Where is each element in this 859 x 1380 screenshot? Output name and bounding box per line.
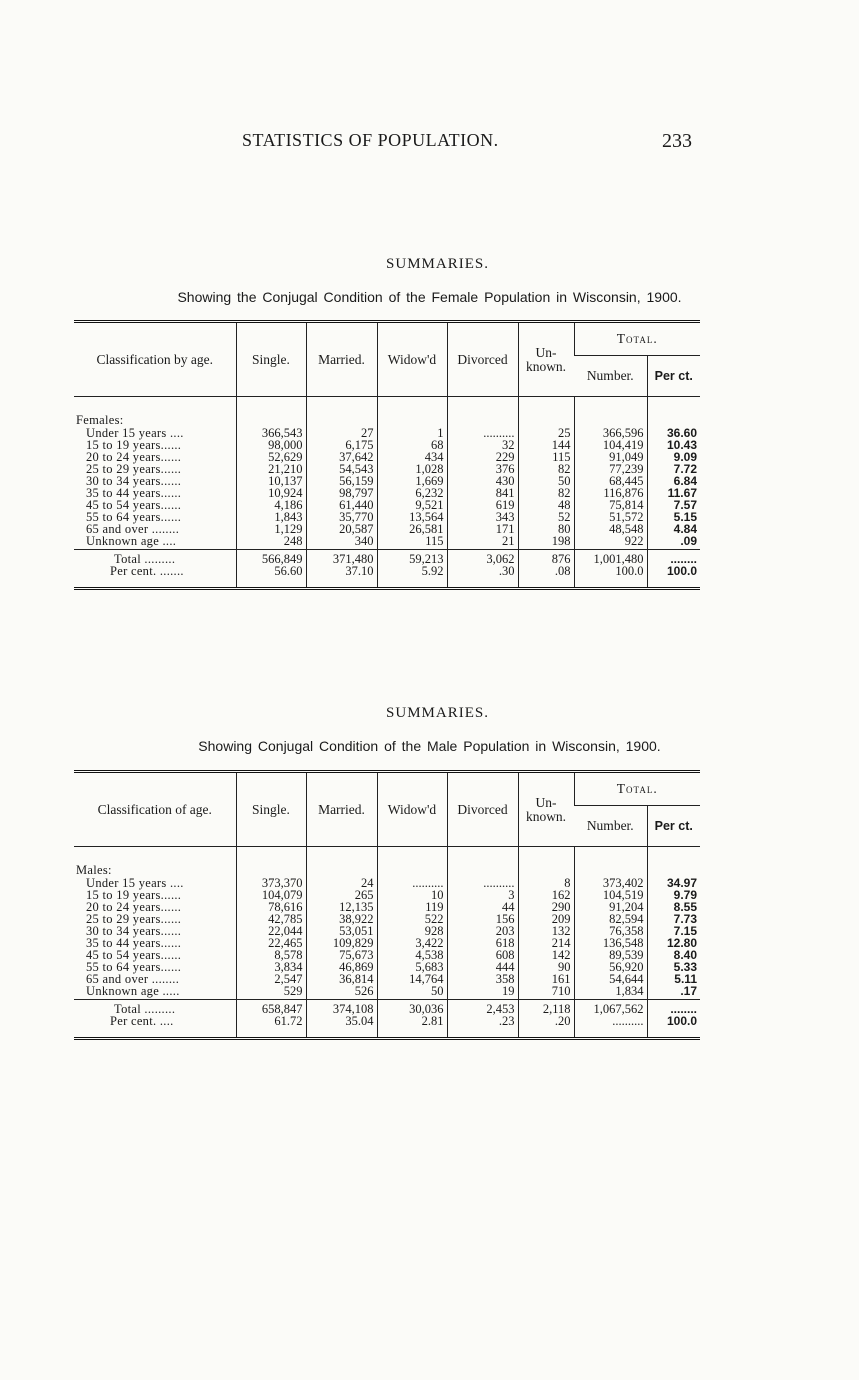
header-married: Married. [306, 772, 377, 847]
cell-married: 61,440 [306, 499, 377, 511]
cell-percent [647, 577, 700, 589]
cell-single: 42,785 [236, 913, 306, 925]
cell-single: 1,843 [236, 511, 306, 523]
end-spacer-row [74, 577, 700, 589]
cell-divorced: .......... [447, 877, 518, 889]
cell-widowed: 5.92 [377, 565, 447, 577]
cell-single [236, 577, 306, 589]
cell-unknown: 80 [518, 523, 574, 535]
table-row [74, 985, 700, 1000]
cell-divorced: 619 [447, 499, 518, 511]
header-divorced: Divorced [447, 772, 518, 847]
cell-single [236, 863, 306, 877]
row-label [74, 1027, 236, 1039]
cell-unknown: 115 [518, 451, 574, 463]
cell-divorced: 44 [447, 901, 518, 913]
cell-widowed: 59,213 [377, 550, 447, 566]
row-label: Per cent. .... [110, 1014, 174, 1028]
cell-single: 4,186 [236, 499, 306, 511]
cell-number: 373,402 [574, 877, 647, 889]
cell-single: 21,210 [236, 463, 306, 475]
cell-single: 529 [236, 985, 306, 1000]
cell-married: 35,770 [306, 511, 377, 523]
cell-married: 340 [306, 535, 377, 550]
cell-widowed: 6,232 [377, 487, 447, 499]
cell-number: 366,596 [574, 427, 647, 439]
cell-widowed: 1,028 [377, 463, 447, 475]
cell-married: 371,480 [306, 550, 377, 566]
row-label: 30 to 34 years...... [86, 474, 182, 488]
header-married: Married. [306, 322, 377, 397]
cell-divorced: 608 [447, 949, 518, 961]
cell-divorced: .23 [447, 1015, 518, 1027]
cell-unknown: 90 [518, 961, 574, 973]
cell-percent: 5.11 [647, 973, 700, 985]
cell-percent: .09 [647, 535, 700, 550]
header-divorced: Divorced [447, 322, 518, 397]
cell-percent: 8.55 [647, 901, 700, 913]
cell-married: 35.04 [306, 1015, 377, 1027]
row-label [74, 577, 236, 589]
cell-divorced [447, 577, 518, 589]
cell-divorced: 203 [447, 925, 518, 937]
cell-unknown: 25 [518, 427, 574, 439]
cell-number [574, 413, 647, 427]
cell-percent: 7.57 [647, 499, 700, 511]
cell-single: 373,370 [236, 877, 306, 889]
cell-unknown [518, 847, 574, 864]
male-section-heading [0, 705, 859, 754]
header-unknown: Un- known. [518, 772, 574, 847]
cell-unknown: 142 [518, 949, 574, 961]
cell-divorced: 358 [447, 973, 518, 985]
cell-widowed: 26,581 [377, 523, 447, 535]
per-cent-row [74, 1015, 700, 1027]
cell-married [306, 577, 377, 589]
cell-single [236, 847, 306, 864]
cell-married: 374,108 [306, 1000, 377, 1016]
row-label: Under 15 years .... [86, 876, 184, 890]
cell-widowed: 115 [377, 535, 447, 550]
cell-number: 922 [574, 535, 647, 550]
cell-married: 265 [306, 889, 377, 901]
table-row [74, 535, 700, 550]
row-label: Total ......... [74, 550, 236, 566]
cell-single: 22,044 [236, 925, 306, 937]
cell-percent: 9.09 [647, 451, 700, 463]
cell-unknown: 52 [518, 511, 574, 523]
row-label: 30 to 34 years...... [86, 924, 182, 938]
row-label: Under 15 years .... [86, 426, 184, 440]
row-label: 45 to 54 years...... [86, 498, 182, 512]
cell-unknown: 8 [518, 877, 574, 889]
cell-widowed [377, 577, 447, 589]
cell-number: 54,644 [574, 973, 647, 985]
cell-number: 136,548 [574, 937, 647, 949]
cell-number: 77,239 [574, 463, 647, 475]
cell-widowed: 50 [377, 985, 447, 1000]
cell-divorced: 430 [447, 475, 518, 487]
cell-widowed: 68 [377, 439, 447, 451]
cell-divorced: 32 [447, 439, 518, 451]
cell-unknown: 710 [518, 985, 574, 1000]
total-row [74, 550, 700, 566]
cell-married: 36,814 [306, 973, 377, 985]
cell-unknown [518, 1027, 574, 1039]
cell-divorced [447, 397, 518, 414]
cell-divorced: 343 [447, 511, 518, 523]
cell-percent [647, 1027, 700, 1039]
cell-unknown: 290 [518, 901, 574, 913]
row-label: 20 to 24 years...... [86, 450, 182, 464]
cell-unknown: .08 [518, 565, 574, 577]
header-number: Number. [574, 806, 647, 847]
female-summary-title: SUMMARIES. [386, 256, 489, 272]
cell-number: 48,548 [574, 523, 647, 535]
cell-married: 20,587 [306, 523, 377, 535]
cell-single: 61.72 [236, 1015, 306, 1027]
cell-number: 82,594 [574, 913, 647, 925]
cell-widowed [377, 863, 447, 877]
cell-unknown: 48 [518, 499, 574, 511]
cell-single: 10,137 [236, 475, 306, 487]
cell-number [574, 847, 647, 864]
row-label: 65 and over ........ [86, 972, 180, 986]
cell-widowed: 119 [377, 901, 447, 913]
cell-number [574, 1027, 647, 1039]
row-label: Unknown age ..... [86, 984, 180, 998]
cell-married: 38,922 [306, 913, 377, 925]
spacer-row [74, 847, 700, 864]
header-percent: Per ct. [647, 806, 700, 847]
cell-divorced: 3 [447, 889, 518, 901]
cell-number: 1,067,562 [574, 1000, 647, 1016]
cell-divorced: 2,453 [447, 1000, 518, 1016]
cell-number: 75,814 [574, 499, 647, 511]
group-label-row [74, 863, 700, 877]
cell-percent: 12.80 [647, 937, 700, 949]
row-label: 45 to 54 years...... [86, 948, 182, 962]
cell-divorced: 229 [447, 451, 518, 463]
cell-unknown [518, 577, 574, 589]
cell-divorced: 444 [447, 961, 518, 973]
cell-divorced: 171 [447, 523, 518, 535]
row-label: 25 to 29 years...... [86, 912, 182, 926]
cell-widowed: 4,538 [377, 949, 447, 961]
cell-number: 68,445 [574, 475, 647, 487]
cell-unknown: 144 [518, 439, 574, 451]
cell-divorced: 156 [447, 913, 518, 925]
group-label: Males: [76, 863, 112, 877]
cell-percent: 5.15 [647, 511, 700, 523]
cell-married: 75,673 [306, 949, 377, 961]
cell-number: .......... [574, 1015, 647, 1027]
row-label [74, 397, 236, 414]
cell-unknown: .20 [518, 1015, 574, 1027]
cell-married: 37,642 [306, 451, 377, 463]
male-summary-caption: Showing Conjugal Condition of the Male Population in Wisconsin, 1900. [198, 738, 661, 754]
cell-married [306, 863, 377, 877]
cell-percent: 7.72 [647, 463, 700, 475]
cell-widowed: 3,422 [377, 937, 447, 949]
cell-widowed: 2.81 [377, 1015, 447, 1027]
header-unknown: Un- known. [518, 322, 574, 397]
male-summary-title: SUMMARIES. [386, 705, 489, 721]
cell-married: 56,159 [306, 475, 377, 487]
cell-percent: 11.67 [647, 487, 700, 499]
cell-widowed: 522 [377, 913, 447, 925]
cell-number: 76,358 [574, 925, 647, 937]
cell-single: 78,616 [236, 901, 306, 913]
cell-unknown: 214 [518, 937, 574, 949]
row-label: Total ......... [74, 1000, 236, 1016]
cell-number: 51,572 [574, 511, 647, 523]
row-label: 25 to 29 years...... [86, 462, 182, 476]
row-label: 35 to 44 years...... [86, 936, 182, 950]
cell-unknown: 198 [518, 535, 574, 550]
cell-married: 109,829 [306, 937, 377, 949]
cell-number: 91,049 [574, 451, 647, 463]
header-classification: Classification of age. [74, 772, 236, 847]
running-title: STATISTICS OF POPULATION. [242, 130, 499, 150]
group-label-row [74, 413, 700, 427]
cell-number: 89,539 [574, 949, 647, 961]
total-row [74, 1000, 700, 1016]
cell-divorced: 19 [447, 985, 518, 1000]
cell-single [236, 413, 306, 427]
cell-widowed: 30,036 [377, 1000, 447, 1016]
row-label: 15 to 19 years...... [86, 438, 182, 452]
cell-percent: 7.73 [647, 913, 700, 925]
cell-percent: 34.97 [647, 877, 700, 889]
cell-widowed [377, 1027, 447, 1039]
group-label: Females: [76, 413, 124, 427]
female-section-heading [0, 256, 859, 305]
cell-unknown: 162 [518, 889, 574, 901]
cell-divorced: 618 [447, 937, 518, 949]
cell-divorced: 3,062 [447, 550, 518, 566]
cell-unknown: 209 [518, 913, 574, 925]
cell-divorced: 841 [447, 487, 518, 499]
cell-married [306, 1027, 377, 1039]
cell-number: 116,876 [574, 487, 647, 499]
cell-percent: 100.0 [647, 1015, 700, 1027]
row-label: 65 and over ........ [86, 522, 180, 536]
cell-married: 6,175 [306, 439, 377, 451]
cell-percent: 100.0 [647, 565, 700, 577]
cell-married: 12,135 [306, 901, 377, 913]
cell-unknown: 132 [518, 925, 574, 937]
cell-divorced: 376 [447, 463, 518, 475]
row-label: Per cent. ....... [110, 564, 184, 578]
cell-married: 46,869 [306, 961, 377, 973]
cell-single: 98,000 [236, 439, 306, 451]
cell-widowed: 14,764 [377, 973, 447, 985]
cell-number: 56,920 [574, 961, 647, 973]
cell-single: 566,849 [236, 550, 306, 566]
cell-single: 366,543 [236, 427, 306, 439]
cell-single: 22,465 [236, 937, 306, 949]
cell-single: 52,629 [236, 451, 306, 463]
cell-single: 1,129 [236, 523, 306, 535]
row-label: 35 to 44 years...... [86, 486, 182, 500]
header-number: Number. [574, 356, 647, 397]
row-label: Unknown age .... [86, 534, 177, 548]
cell-married: 27 [306, 427, 377, 439]
cell-married [306, 397, 377, 414]
cell-single: 10,924 [236, 487, 306, 499]
header-widowed: Widow'd [377, 322, 447, 397]
per-cent-row [74, 565, 700, 577]
header-total: Total. [574, 772, 700, 806]
cell-widowed: 1 [377, 427, 447, 439]
row-label [74, 847, 236, 864]
cell-single: 104,079 [236, 889, 306, 901]
cell-percent: 8.40 [647, 949, 700, 961]
cell-unknown: 50 [518, 475, 574, 487]
cell-widowed: 10 [377, 889, 447, 901]
end-spacer-row [74, 1027, 700, 1039]
cell-widowed: 1,669 [377, 475, 447, 487]
cell-single [236, 1027, 306, 1039]
cell-married: 526 [306, 985, 377, 1000]
cell-number [574, 863, 647, 877]
cell-divorced [447, 863, 518, 877]
cell-percent [647, 863, 700, 877]
header-single: Single. [236, 772, 306, 847]
cell-number: 1,834 [574, 985, 647, 1000]
cell-single: 3,834 [236, 961, 306, 973]
cell-percent [647, 847, 700, 864]
cell-percent: 36.60 [647, 427, 700, 439]
cell-number: 91,204 [574, 901, 647, 913]
cell-single: 2,547 [236, 973, 306, 985]
cell-divorced [447, 1027, 518, 1039]
female-conjugal-table [74, 320, 700, 590]
cell-widowed: 434 [377, 451, 447, 463]
cell-percent: 4.84 [647, 523, 700, 535]
cell-percent: ........ [647, 550, 700, 566]
cell-percent: 7.15 [647, 925, 700, 937]
cell-divorced [447, 413, 518, 427]
cell-married: 54,543 [306, 463, 377, 475]
cell-percent: ........ [647, 1000, 700, 1016]
cell-widowed [377, 413, 447, 427]
cell-married [306, 413, 377, 427]
cell-percent: 5.33 [647, 961, 700, 973]
cell-divorced [447, 847, 518, 864]
cell-unknown [518, 397, 574, 414]
male-conjugal-table [74, 770, 700, 1040]
cell-number [574, 397, 647, 414]
header-single: Single. [236, 322, 306, 397]
page-header [0, 130, 859, 154]
cell-percent [647, 397, 700, 414]
cell-married: 24 [306, 877, 377, 889]
cell-unknown [518, 863, 574, 877]
cell-unknown: 2,118 [518, 1000, 574, 1016]
cell-widowed: 5,683 [377, 961, 447, 973]
cell-percent: .17 [647, 985, 700, 1000]
cell-divorced: .......... [447, 427, 518, 439]
cell-widowed: 13,564 [377, 511, 447, 523]
header-classification: Classification by age. [74, 322, 236, 397]
cell-unknown: 161 [518, 973, 574, 985]
row-label: 15 to 19 years...... [86, 888, 182, 902]
cell-widowed: 928 [377, 925, 447, 937]
cell-percent: 10.43 [647, 439, 700, 451]
cell-single: 56.60 [236, 565, 306, 577]
cell-widowed [377, 397, 447, 414]
row-label: 20 to 24 years...... [86, 900, 182, 914]
cell-unknown [518, 413, 574, 427]
cell-unknown: 82 [518, 487, 574, 499]
cell-number: 104,519 [574, 889, 647, 901]
cell-married: 98,797 [306, 487, 377, 499]
cell-single: 658,847 [236, 1000, 306, 1016]
cell-number: 1,001,480 [574, 550, 647, 566]
cell-divorced: 21 [447, 535, 518, 550]
page-number: 233 [662, 130, 692, 152]
row-label: 55 to 64 years...... [86, 510, 182, 524]
cell-number: 100.0 [574, 565, 647, 577]
cell-single: 8,578 [236, 949, 306, 961]
cell-widowed [377, 847, 447, 864]
cell-unknown: 876 [518, 550, 574, 566]
cell-single [236, 397, 306, 414]
header-widowed: Widow'd [377, 772, 447, 847]
spacer-row [74, 397, 700, 414]
cell-widowed: .......... [377, 877, 447, 889]
row-label: 55 to 64 years...... [86, 960, 182, 974]
cell-percent: 9.79 [647, 889, 700, 901]
cell-married: 53,051 [306, 925, 377, 937]
header-total: Total. [574, 322, 700, 356]
cell-widowed: 9,521 [377, 499, 447, 511]
cell-percent [647, 413, 700, 427]
header-percent: Per ct. [647, 356, 700, 397]
cell-single: 248 [236, 535, 306, 550]
cell-married: 37.10 [306, 565, 377, 577]
cell-divorced: .30 [447, 565, 518, 577]
cell-unknown: 82 [518, 463, 574, 475]
cell-married [306, 847, 377, 864]
cell-percent: 6.84 [647, 475, 700, 487]
cell-number: 104,419 [574, 439, 647, 451]
female-summary-caption: Showing the Conjugal Condition of the Female Population in Wisconsin, 1900. [177, 289, 682, 305]
cell-number [574, 577, 647, 589]
